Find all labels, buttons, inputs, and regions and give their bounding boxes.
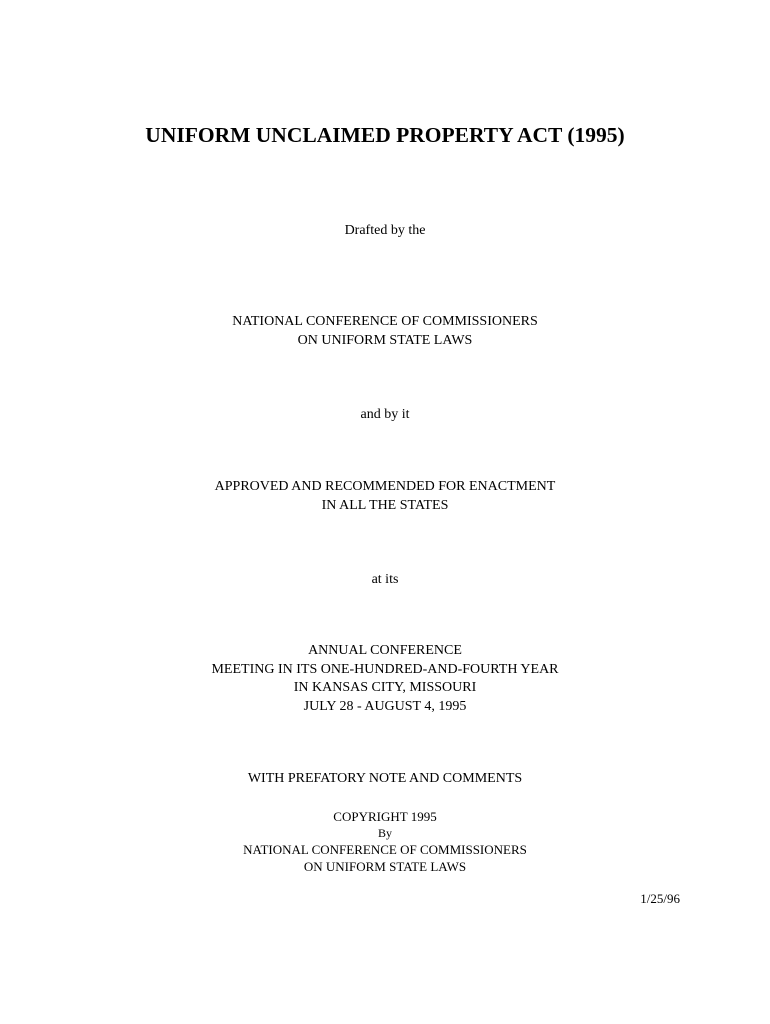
drafted-by-line <box>0 222 770 241</box>
copyright-line-4: ON UNIFORM STATE LAWS <box>303 859 467 874</box>
copyright-notice <box>0 808 770 876</box>
meeting-line-1: ANNUAL CONFERENCE <box>308 643 462 658</box>
meeting-line-4: JULY 28 - AUGUST 4, 1995 <box>303 698 467 714</box>
and-by-it-line <box>0 406 770 425</box>
copyright-line-2: By <box>377 825 392 840</box>
conference-line-1: NATIONAL CONFERENCE OF COMMISSIONERS <box>232 314 538 329</box>
meeting-details <box>0 642 770 716</box>
approval-statement <box>0 478 770 515</box>
approval-line-2: IN ALL THE STATES <box>321 497 449 513</box>
conference-name <box>0 313 770 350</box>
prefatory-note-line <box>0 770 770 789</box>
drafted-by-text: Drafted by the <box>344 223 426 238</box>
and-by-it-text: and by it <box>360 407 410 422</box>
document-title: UNIFORM UNCLAIMED PROPERTY ACT (1995) <box>145 123 625 147</box>
meeting-line-3: IN KANSAS CITY, MISSOURI <box>293 680 477 695</box>
conference-line-2: ON UNIFORM STATE LAWS <box>297 332 473 348</box>
document-date: 1/25/96 <box>640 891 680 906</box>
approval-line-1: APPROVED AND RECOMMENDED FOR ENACTMENT <box>214 479 556 494</box>
at-its-line <box>0 571 770 590</box>
meeting-line-2: MEETING IN ITS ONE-HUNDRED-AND-FOURTH YEAR <box>211 661 559 677</box>
copyright-line-1: COPYRIGHT 1995 <box>333 809 437 824</box>
at-its-text: at its <box>371 572 399 587</box>
copyright-line-3: NATIONAL CONFERENCE OF COMMISSIONERS <box>243 841 527 857</box>
prefatory-text: WITH PREFATORY NOTE AND COMMENTS <box>247 771 523 786</box>
